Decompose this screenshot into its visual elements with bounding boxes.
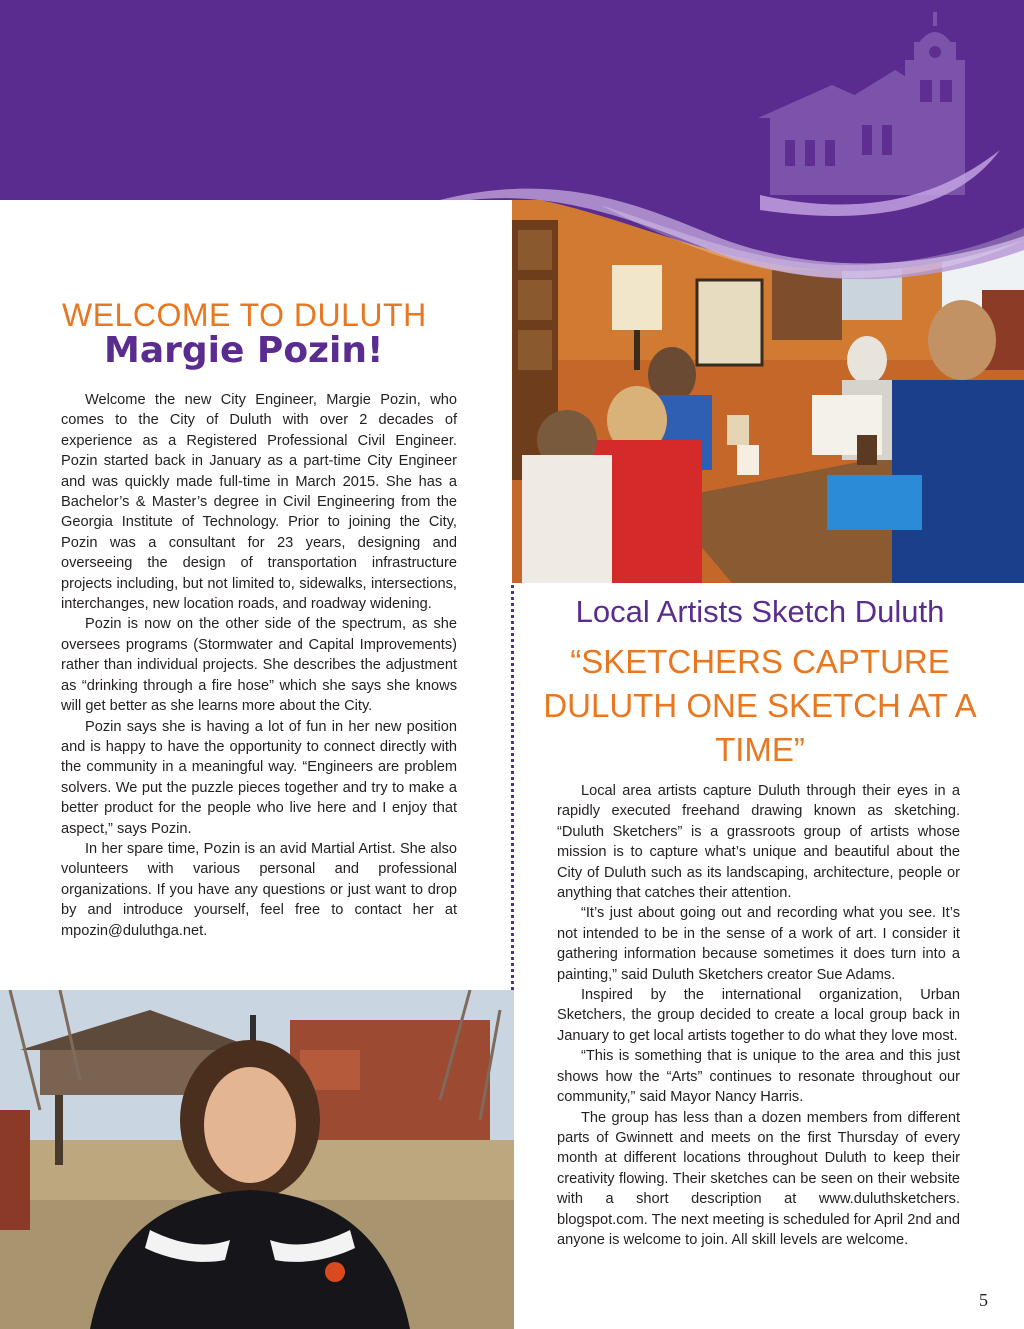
article-paragraph: Pozin says she is having a lot of fun in her new position and is happy to have the opportunity to connect directly with the community in a meaningful way. “Engineers are problem solvers. We put the puzzle pieces together and try to make a better product for the people who live here and I enjoy that aspect,” says Pozin. — [61, 718, 457, 837]
column-divider — [511, 585, 514, 990]
welcome-headline: Margie Pozin! — [104, 330, 384, 371]
welcome-article-body — [61, 390, 457, 941]
sketchers-article-title: Local Artists Sketch Duluth — [575, 594, 945, 629]
article-paragraph: “It’s just about going out and recording what you see. It’s not intended to be in the sense of a work of art. I consider it gathering information because sometimes it does turn into a painting,” said Duluth Sketchers creator Sue Adams. — [557, 905, 960, 983]
article-paragraph: “This is something that is unique to the area and this just shows how the “Arts” continues to resonate throughout our community,” said Mayor Nancy Harris. — [557, 1048, 960, 1106]
sketchers-article-headline: “SKETCHERS CAPTURE DULUTH ONE SKETCH AT A TIME” — [543, 643, 977, 768]
article-paragraph: Inspired by the international organization, Urban Sketchers, the group decided to create a local group back in January to get local artists together to do what they love most. — [557, 987, 960, 1044]
welcome-kicker: WELCOME TO DULUTH — [62, 297, 427, 333]
article-paragraph: Pozin is now on the other side of the spectrum, as she oversees programs (Stormwater and Capital Improvements) rather than individual projects. She describes the adjustment as “drinking through a fire hose” which she says she knows will get better as she learns more about the City. — [61, 616, 457, 715]
article-paragraph: In her spare time, Pozin is an avid Martial Artist. She also volunteers with various personal and professional organizations. If you have any questions or just want to drop by and introduce yourself, feel free to contact her at mpozin@duluthga.net. — [61, 840, 457, 939]
article-paragraph: Welcome the new City Engineer, Margie Pozin, who comes to the City of Duluth with over 2 decades of experience as a Registered Professional Civil Engineer. Pozin started back in January as a part-time City Engineer and was quickly made full-time in March 2015. She has a Bachelor’s & Master’s degree in Civil Engineering from the Georgia Institute of Technology. Prior to joining the City, Pozin was a consultant for 23 years, designing and overseeing the design of transportation infrastructure projects including, but not limited to, sidewalks, intersections, interchanges, new location roads, and roadway widening. — [61, 392, 457, 613]
article-paragraph: Local area artists capture Duluth through their eyes in a rapidly executed freehand drawing known as sketching. “Duluth Sketchers” is a grassroots group of artists whose mission is to capture what’s unique and beautiful about the City of Duluth such as its landscaping, architecture, people or anything that catches their attention. — [557, 783, 960, 902]
header-banner — [0, 0, 1024, 290]
sketchers-article-body — [557, 781, 960, 1250]
page-number: 5 — [979, 1290, 988, 1310]
article-paragraph: The group has less than a dozen members from different parts of Gwinnett and meets on the first Thursday of every month at different locations throughout Duluth to keep their creativity flowing. Their sketches can be seen on their website with a short description at www.duluthsketchers. blogspot.com. The next meeting is scheduled for April 2nd and anyone is welcome to join. All skill levels are welcome. — [557, 1109, 960, 1248]
margie-pozin-photo — [0, 990, 514, 1329]
